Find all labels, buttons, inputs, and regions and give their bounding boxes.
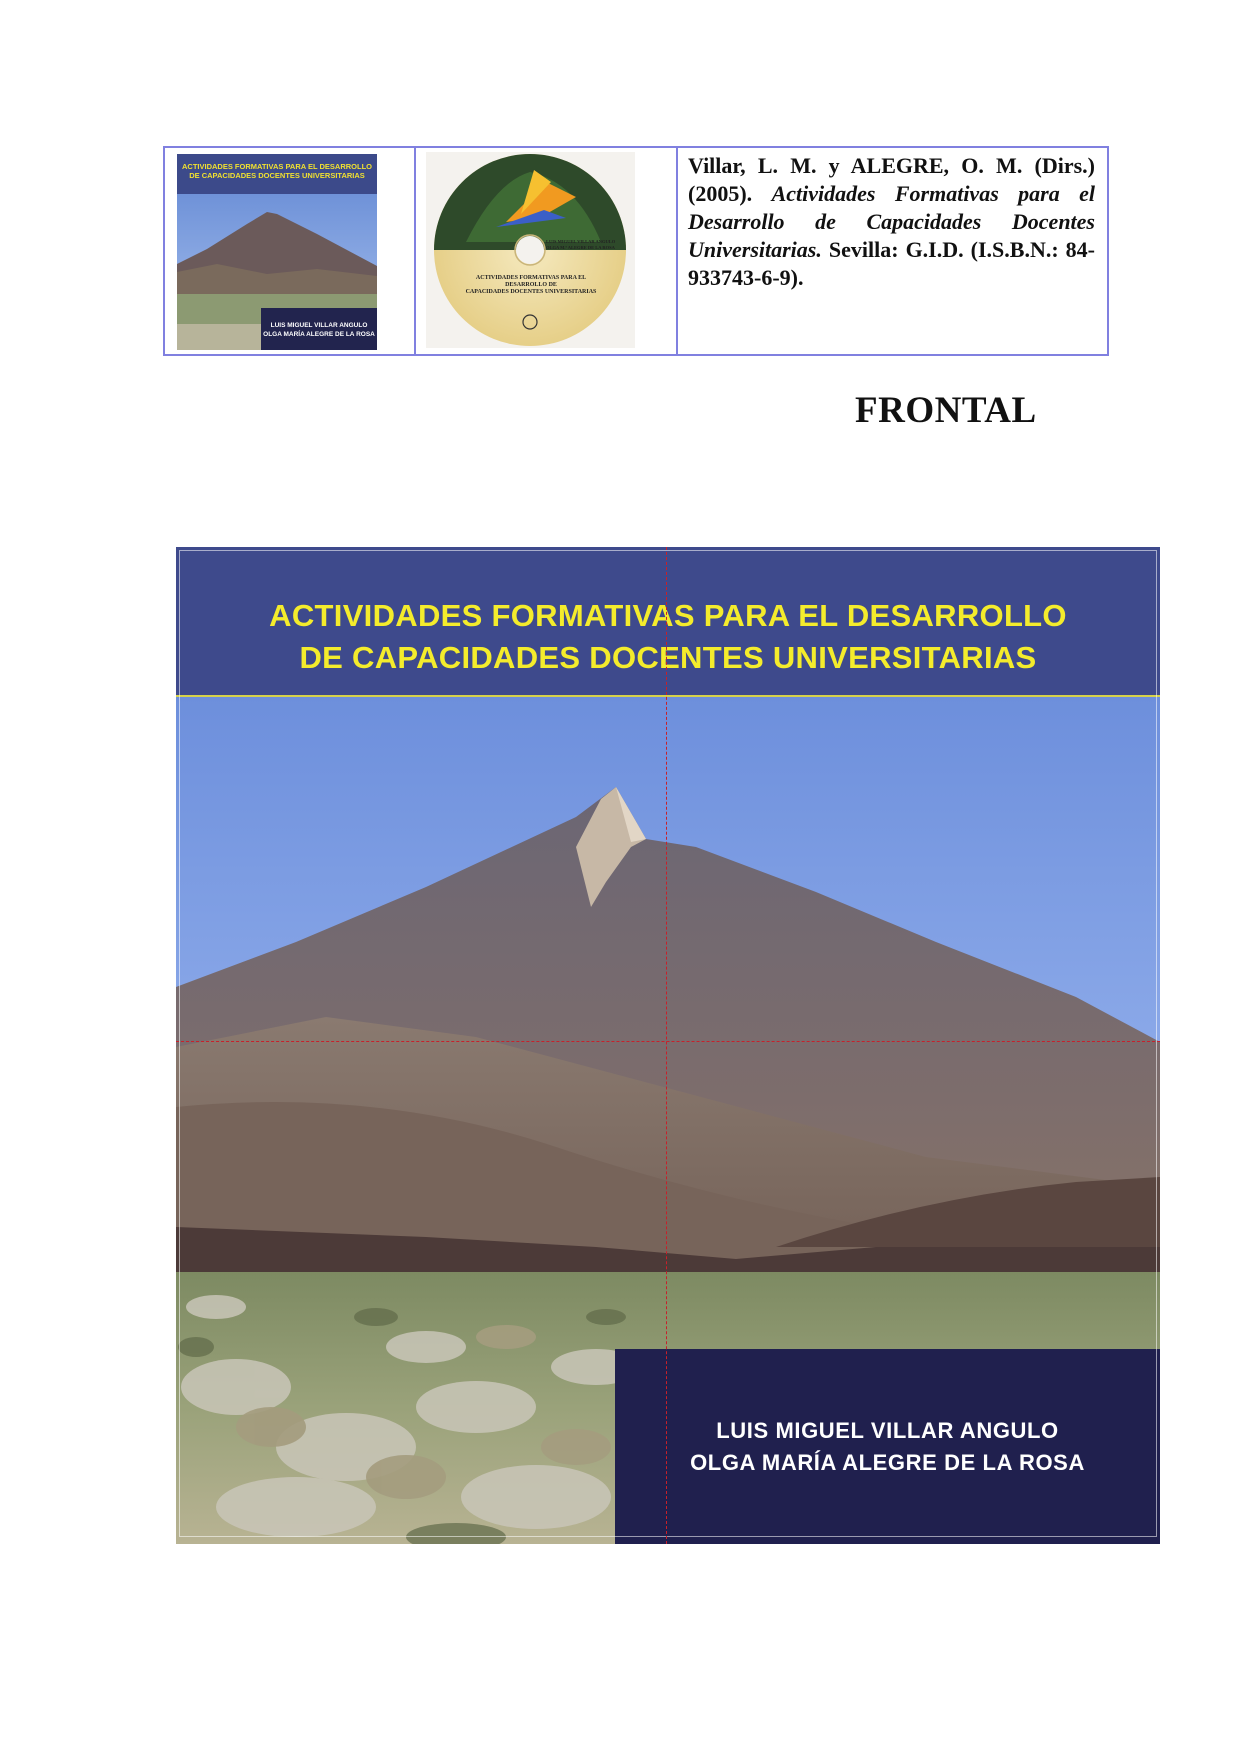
citation-authors-year: Villar, L. M. y ALEGRE, O. M. (Dirs.) (2005). <box>688 153 1095 206</box>
mini-cover-title <box>177 162 377 180</box>
cd-image <box>426 152 635 348</box>
reference-table <box>163 146 1109 356</box>
citation-cell <box>678 148 1107 354</box>
cover-author-box <box>615 1349 1160 1544</box>
citation-publisher: Sevilla: G.I.D. (I.S.B.N.: 84-933743-6-9). <box>688 237 1096 290</box>
cd-label-title <box>456 275 606 296</box>
vertical-guide-line <box>666 547 667 1544</box>
cd-label-title-line1: ACTIVIDADES FORMATIVAS PARA EL DESARROLLO DE <box>475 275 587 288</box>
cd-label-authors <box>546 239 616 251</box>
cover-title-band <box>176 547 1160 697</box>
mini-author1: LUIS MIGUEL VILLAR ANGULO <box>270 322 368 329</box>
cover-author1: LUIS MIGUEL VILLAR ANGULO <box>716 1418 1059 1443</box>
mini-cover-authors <box>261 308 377 350</box>
book-cover <box>176 547 1160 1544</box>
cover-authors <box>615 1415 1160 1479</box>
horizontal-guide-line <box>176 1041 1160 1042</box>
mini-title-line2: DE CAPACIDADES DOCENTES UNIVERSITARIAS <box>189 171 365 180</box>
cover-title <box>176 595 1160 679</box>
cover-title-line2: DE CAPACIDADES DOCENTES UNIVERSITARIAS <box>299 640 1037 675</box>
mini-book-cover <box>177 154 377 350</box>
mini-author2: OLGA MARÍA ALEGRE DE LA ROSA <box>263 331 375 338</box>
mini-title-line1: ACTIVIDADES FORMATIVAS PARA EL DESARROLLO <box>181 162 372 171</box>
citation-title: Actividades Formativas para el Desarrollo de Capacidades Docentes Universitarias. <box>688 181 1096 262</box>
cd-label-title-line2: CAPACIDADES DOCENTES UNIVERSITARIAS <box>465 289 597 295</box>
cover-title-line1: ACTIVIDADES FORMATIVAS PARA EL DESARROLLO <box>269 598 1067 633</box>
thumbnail-cell <box>165 148 416 354</box>
section-heading: FRONTAL <box>855 390 1037 431</box>
cd-label-author1: LUIS MIGUEL VILLAR ANGULO <box>546 239 616 244</box>
cover-author2: OLGA MARÍA ALEGRE DE LA ROSA <box>690 1450 1085 1475</box>
cd-label-author2: OLGA M.ª ALEGRE DE LA ROSA <box>546 245 615 250</box>
citation-text <box>688 152 1095 292</box>
cd-cell <box>416 148 678 354</box>
